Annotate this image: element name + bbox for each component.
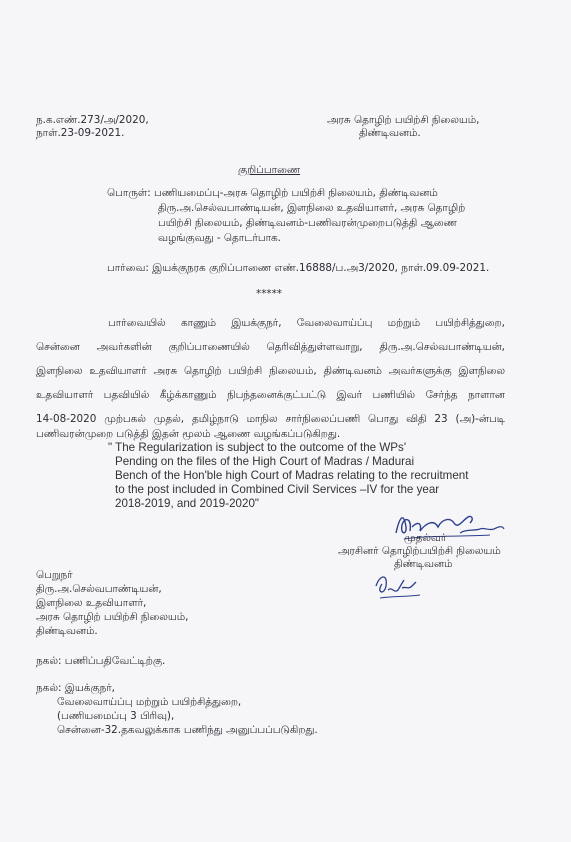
office-place: திண்டிவனம்.	[359, 127, 421, 139]
signatory-title: முதல்வர்	[404, 532, 447, 544]
copy-to-service-register: நகல்: பணிப்பதிவேட்டிற்கு.	[36, 655, 166, 667]
copy-line: நகல்: இயக்குநர்,	[36, 682, 115, 694]
body-line: பணிவரன்முறை படுத்தி இதன் மூலம் ஆணை வழங்கப்படுகிறது.	[36, 428, 341, 440]
body-line: இளநிலை உதவியாளர் அரசு தொழிற் பயிற்சி நிலையம், திண்டிவனம் அவர்களுக்கு இளநிலை	[36, 365, 505, 377]
reference-line: பார்வை: இயக்குநரக குறிப்பாணை எண்.16888/ப.அ3/2020, நாள்.09.09-2021.	[107, 262, 490, 274]
quote-line: to the post included in Combined Civil Services –IV for the year	[115, 483, 440, 496]
quote-line: " The Regularization is subject to the outcome of the WPs'	[108, 441, 407, 454]
subject-line: பயிற்சி நிலையம், திண்டிவனம்-பணிவரன்முறைபடுத்தி ஆணை	[158, 217, 457, 229]
quote-line: 2018-2019, and 2019-2020"	[115, 497, 260, 510]
page-title: குறிப்பாணை	[238, 164, 301, 176]
subject-line: வழங்குவது - தொடர்பாக.	[158, 232, 281, 244]
body-line: சென்னை அவர்களின் குறிப்பாணையில் தெரிவித்துள்ளவாறு, திரு.அ.செல்வபாண்டியன்,	[36, 341, 505, 353]
recipient-line: அரசு தொழிற் பயிற்சி நிலையம்,	[36, 611, 189, 623]
separator: *****	[256, 288, 282, 300]
body-line: 14-08-2020 முற்பகல் முதல், தமிழ்நாடு மாநில சார்நிலைப்பணி பொது விதி 23 (அ)-ன்படி	[36, 413, 505, 425]
recipient-line: இளநிலை உதவியாளர்,	[36, 597, 147, 609]
signatory-office: அரசினர் தொழிற்பயிற்சி நிலையம்	[338, 545, 501, 557]
copy-line: சென்னை-32.தகவலுக்காக பணிந்து அனுப்பப்படுகிறது.	[57, 724, 318, 736]
recipient-line: திண்டிவனம்.	[36, 625, 98, 637]
body-line: பார்வையில் காணும் இயக்குநர், வேலைவாய்ப்பு மற்றும் பயிற்சித்துறை,	[108, 317, 505, 329]
copy-line: வேலைவாய்ப்பு மற்றும் பயிற்சித்துறை,	[57, 696, 242, 708]
recipient-line: பெறுநர்	[36, 569, 73, 581]
copy-line: (பணியமைப்பு 3 பிரிவு),	[57, 710, 175, 722]
quote-line: Pending on the files of the High Court of Madras / Madurai	[115, 455, 415, 468]
issue-date: நாள்.23-09-2021.	[36, 127, 125, 139]
office-name: அரசு தொழிற் பயிற்சி நிலையம்,	[327, 114, 480, 126]
quote-line: Bench of the Hon'ble high Court of Madras relating to the recruitment	[115, 469, 469, 482]
reference-number: ந.க.எண்.273/அ/2020,	[36, 114, 149, 126]
subject-line: பொருள்: பணியமைப்பு-அரசு தொழிற் பயிற்சி நிலையம், திண்டிவனம்	[107, 187, 438, 199]
initials-mark	[368, 566, 428, 606]
body-line: உதவியாளர் பதவியில் கீழ்க்காணும் நிபந்தனைக்குட்பட்டு இவர் பணியில் சேர்ந்த நாளான	[36, 389, 505, 401]
signatory-place: திண்டிவனம்	[394, 558, 453, 570]
subject-line: திரு.அ.செல்வபாண்டியன், இளநிலை உதவியாளர், அரசு தொழிற்	[158, 202, 466, 214]
recipient-line: திரு.அ.செல்வபாண்டியன்,	[36, 583, 162, 595]
